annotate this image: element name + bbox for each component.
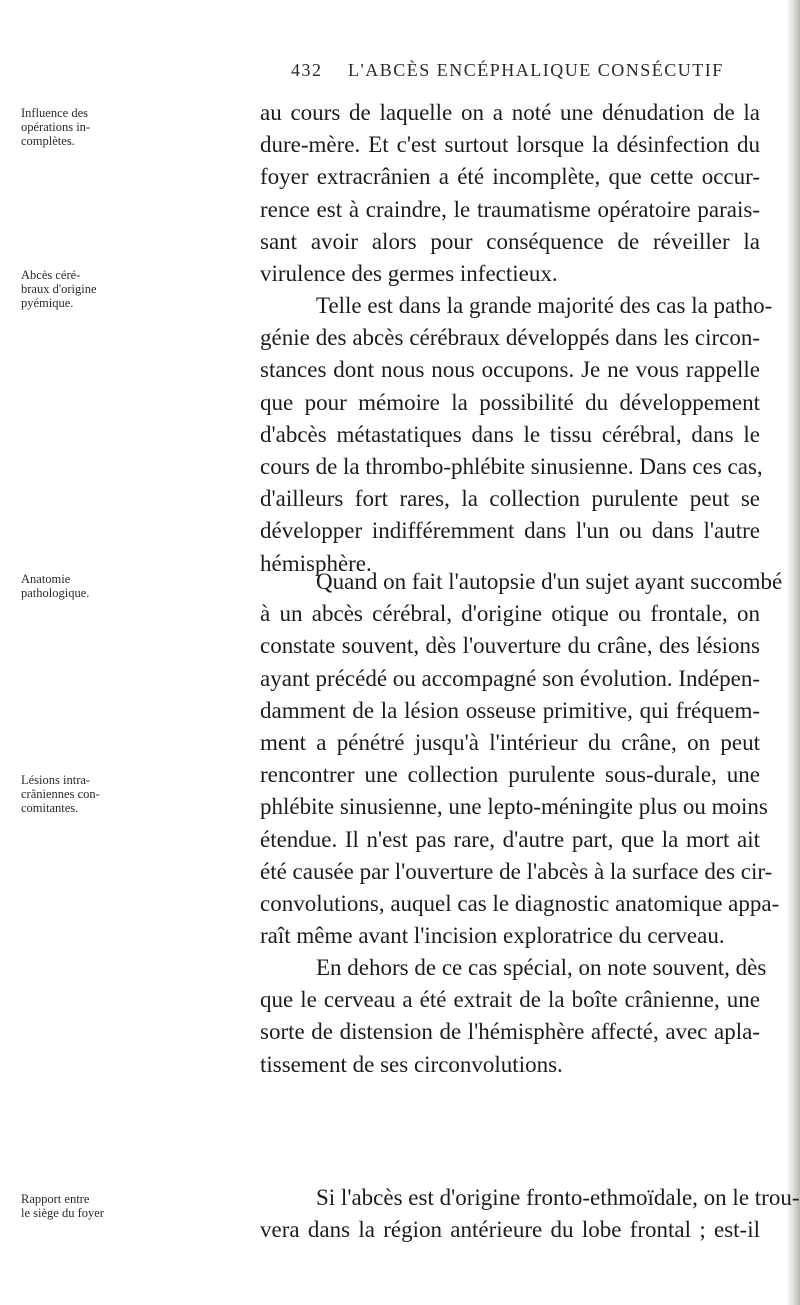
margin-note-line: Rapport entre — [21, 1192, 90, 1206]
text-line: Quand on fait l'autopsie d'un sujet ayant succombé — [316, 569, 783, 594]
margin-note-line: opérations in- — [21, 120, 91, 134]
text-line: ayant précédé ou accompagné son évolution. Indépen- — [260, 665, 761, 691]
margin-note-line: comitantes. — [21, 801, 79, 815]
text-line: été causée par l'ouverture de l'abcès à la surface des cir- — [260, 858, 773, 884]
margin-note-rapport — [21, 1192, 117, 1220]
margin-note-line: Abcès céré- — [21, 268, 81, 282]
text-line: rencontrer une collection purulente sous-durale, une — [260, 762, 760, 788]
margin-note-line: crâniennes con- — [21, 787, 100, 801]
running-header — [0, 60, 800, 90]
text-line: rence est à craindre, le traumatisme opératoire parais- — [260, 196, 760, 222]
paragraph-1 — [260, 97, 760, 290]
text-line: d'abcès métastatiques dans le tissu cérébral, dans le — [260, 421, 760, 447]
margin-note-influence — [21, 106, 117, 148]
text-line: au cours de laquelle on a noté une dénudation de la — [260, 100, 760, 125]
text-line: virulence des germes infectieux. — [260, 260, 558, 286]
paragraph-5 — [260, 1182, 800, 1246]
paragraph-2 — [260, 290, 773, 580]
text-line: dure-mère. Et c'est surtout lorsque la désinfection du — [260, 132, 760, 158]
page-number: 432 — [291, 60, 323, 80]
margin-note-lesions — [21, 773, 117, 815]
margin-note-line: Lésions intra- — [21, 773, 91, 787]
paragraph-4 — [260, 952, 767, 1081]
text-line: génie des abcès cérébraux développés dans les circon- — [260, 325, 760, 351]
text-line: Si l'abcès est d'origine fronto-ethmoïdale, on le trou- — [316, 1185, 800, 1210]
text-line: tissement de ses circonvolutions. — [260, 1051, 563, 1077]
text-line: que pour mémoire la possibilité du développement — [260, 389, 760, 415]
page-edge-shadow — [786, 0, 800, 1305]
text-line: En dehors de ce cas spécial, on note souvent, dès — [316, 955, 767, 980]
text-line: étendue. Il n'est pas rare, d'autre part, que la mort ait — [260, 826, 760, 852]
text-line: convolutions, auquel cas le diagnostic anatomique appa- — [260, 890, 780, 916]
margin-note-line: le siège du foyer — [21, 1206, 104, 1220]
text-line: à un abcès cérébral, d'origine otique ou frontale, on — [260, 601, 760, 627]
margin-note-line: Influence des — [21, 106, 88, 120]
margin-note-line: pathologique. — [21, 586, 90, 600]
text-line: phlébite sinusienne, une lepto-méningite plus ou moins — [260, 794, 768, 820]
margin-note-anatomie — [21, 572, 117, 600]
text-line: constate souvent, dès l'ouverture du crâne, des lésions — [260, 633, 760, 659]
text-line: d'ailleurs fort rares, la collection purulente peut se — [260, 486, 760, 512]
text-line: cours de la thrombo-phlébite sinusienne. Dans ces cas, — [260, 453, 763, 479]
running-title: L'ABCÈS ENCÉPHALIQUE CONSÉCUTIF — [348, 60, 724, 80]
text-line: que le cerveau a été extrait de la boîte crânienne, une — [260, 987, 760, 1013]
margin-note-line: pyémique. — [21, 296, 74, 310]
text-line: foyer extracrânien a été incomplète, que cette occur- — [260, 164, 760, 190]
text-line: vera dans la région antérieure du lobe frontal ; est-il — [260, 1217, 760, 1243]
text-line: sant avoir alors pour conséquence de réveiller la — [260, 228, 760, 254]
text-line: sorte de distension de l'hémisphère affecté, avec apla- — [260, 1019, 760, 1045]
text-line: hémisphère. — [260, 550, 372, 576]
margin-note-abces-pyemique — [21, 268, 117, 310]
text-line: ment a pénétré jusqu'à l'intérieur du crâne, on peut — [260, 729, 760, 755]
text-line: damment de la lésion osseuse primitive, qui fréquem- — [260, 697, 760, 723]
paragraph-3 — [260, 566, 783, 952]
margin-note-line: braux d'origine — [21, 282, 97, 296]
text-line: raît même avant l'incision exploratrice du cerveau. — [260, 923, 725, 949]
text-line: développer indifféremment dans l'un ou dans l'autre — [260, 518, 760, 544]
margin-note-line: Anatomie — [21, 572, 71, 586]
margin-note-line: complètes. — [21, 134, 75, 148]
text-line: stances dont nous nous occupons. Je ne vous rappelle — [260, 357, 760, 383]
text-line: Telle est dans la grande majorité des cas la patho- — [316, 293, 773, 318]
